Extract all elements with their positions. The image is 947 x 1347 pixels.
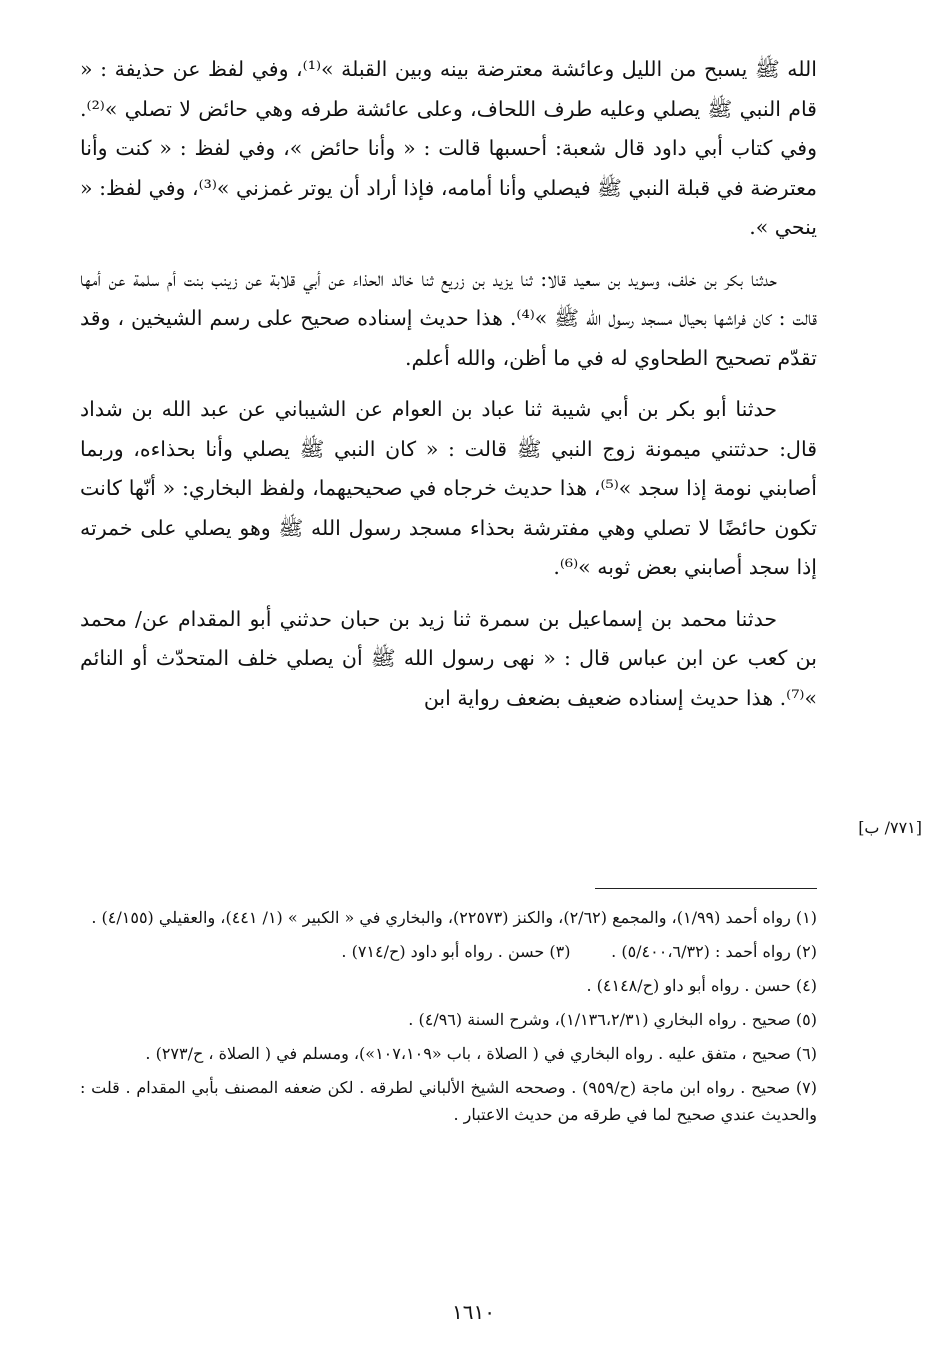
- paragraph-3: حدثنا أبو بكر بن أبي شيبة ثنا عباد بن العوام عن الشيباني عن عبد الله بن شداد قال: حدثتني ميمونة زوج النبي ﷺ قالت : « كان النبي ﷺ يصلي وأنا بحذاءه، وربما أصابني نومة إذا سجد »⁽⁵⁾، هذا حديث خرجاه في صحيحيهما، ولفظ البخاري: « أنّها كانت تكون حائضًا لا تصلي وهي مفترشة بحذاء مسجد رسول الله ﷺ وهو يصلي على خمرته إذا سجد أصابني بعض ثوبه »⁽⁶⁾.: [80, 397, 817, 579]
- footnote-6: (٦) صحيح ، متفق عليه . رواه البخاري في ( الصلاة ، باب «١٠٧،١٠٩»)، ومسلم في ( الصلاة ، ح/٢٧٣) .: [145, 1044, 817, 1063]
- footnote-2-3: (٢) رواه أحمد : (٥/٤٠٠،٦/٣٢) . (٣) حسن . رواه أبو داود (ح/٧١٤) .: [341, 942, 817, 961]
- footnote-1: (١) رواه أحمد (١/٩٩)، والمجمع (٢/٦٢)، والكنز (٢٢٥٧٣)، والبخاري في « الكبير » (١/ ٤٤١)، والعقيلي (٤/١٥٥) .: [91, 908, 817, 927]
- footnote-4: (٤) حسن . رواه أبو داو (ح/٤١٤٨) .: [586, 976, 817, 995]
- main-text: [80, 50, 817, 730]
- paragraph-4: حدثنا محمد بن إسماعيل بن سمرة ثنا زيد بن حبان حدثني أبو المقدام عن/ محمد بن كعب عن ابن عباس قال : « نهى رسول الله ﷺ أن يصلي خلف المتحدّث أو النائم »⁽⁷⁾. هذا حديث إسناده ضعيف بضعف رواية ابن: [80, 606, 817, 710]
- manuscript-folio-note: [٧٧١/ ب]: [858, 818, 922, 837]
- paragraph-2: حدثنا بكر بن خلف، وسويد بن سعيد قالا: ثنا يزيد بن زريع ثنا خالد الحذاء عن أبي قلابة عن زينب بنت أم سلمة عن أمها قالت : كان فراشها بحيال مسجد رسول الله ﷺ »⁽⁴⁾. هذا حديث إسناده صحيح على رسم الشيخين ، وقد تقدّم تصحيح الطحاوي له في ما أظن، والله أعلم.: [80, 266, 818, 370]
- footnote-divider: [595, 888, 817, 889]
- paragraph-1: الله ﷺ يسبح من الليل وعائشة معترضة بينه وبين القبلة »⁽¹⁾، وفي لفظ عن حذيفة : « قام النبي ﷺ يصلي وعليه طرف اللحاف، وعلى عائشة طرفه وهي حائض لا تصلي »⁽²⁾. وفي كتاب أبي داود قال شعبة: أحسبها قالت : « وأنا حائض »، وفي لفظ : « كنت وأنا معترضة في قبلة النبي ﷺ فيصلي وأنا أمامه، فإذا أراد أن يوتر غمزني »⁽³⁾، وفي لفظ: « ينحي ».: [80, 57, 817, 239]
- footnote-5: (٥) صحيح . رواه البخاري (١/١٣٦،٢/٣١)، وشرح السنة (٤/٩٦) .: [408, 1010, 817, 1029]
- footnotes: [80, 904, 817, 1135]
- page-number: ١٦١٠: [452, 1300, 495, 1324]
- footnote-7: (٧) صحيح . رواه ابن ماجة (ح/٩٥٩) . وصححه الشيخ الألباني لطرقه . لكن ضعفه المصنف بأبي المقدام . قلت : والحديث عندي صحيح لما في طرقه من حديث الاعتبار .: [80, 1078, 817, 1124]
